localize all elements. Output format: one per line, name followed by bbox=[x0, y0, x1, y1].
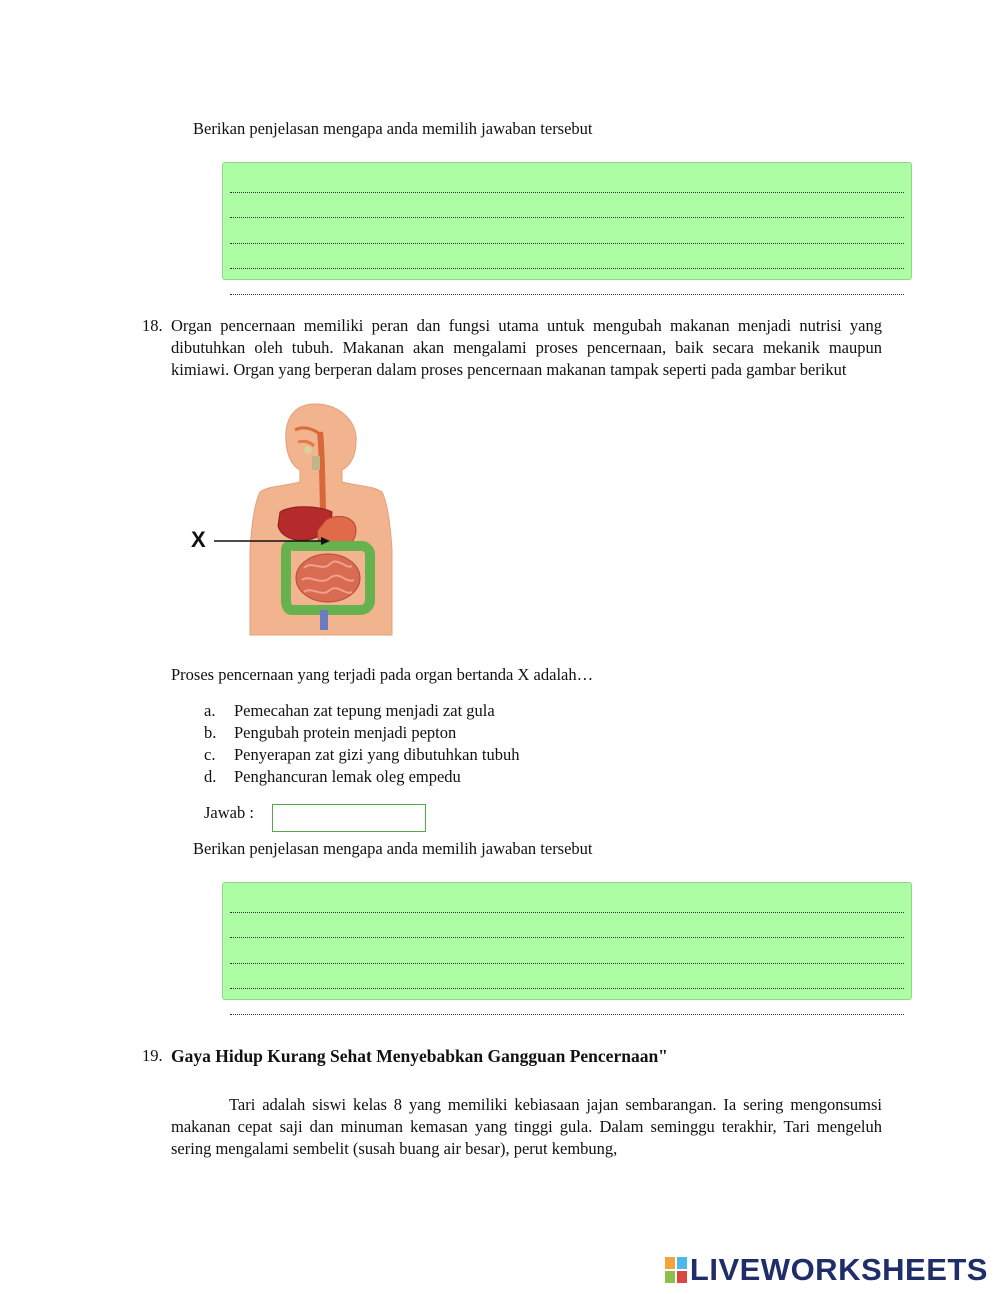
q19-number: 19. bbox=[142, 1046, 163, 1065]
q18-paragraph: Organ pencernaan memiliki peran dan fungsi utama untuk mengubah makanan menjadi nutrisi yang dibutuhkan oleh tubuh. Makanan akan mengalami proses pencernaan, baik secara mekanik maupun kimiawi. Organ yang berperan dalam proses pencernaan makanan tampak seperti pada gambar berikut bbox=[171, 316, 882, 379]
q17-explanation-textarea[interactable] bbox=[222, 162, 912, 280]
q19-title: Gaya Hidup Kurang Sehat Menyebabkan Gangguan Pencernaan" bbox=[171, 1046, 668, 1066]
figure-label-x: X bbox=[191, 527, 206, 552]
q19-paragraph: Tari adalah siswi kelas 8 yang memiliki kebiasaan jajan sembarangan. Ia sering mengonsumsi makanan cepat saji dan minuman kemasan yang tinggi gula. Dalam seminggu terakhir, Tari mengeluh sering mengalami sembelit (susah buang air besar), perut kembung, bbox=[171, 1095, 882, 1158]
q18-explanation-textarea[interactable] bbox=[222, 882, 912, 1000]
liveworksheets-logo bbox=[665, 1253, 988, 1287]
option-b: b. Pengubah protein menjadi pepton bbox=[204, 723, 457, 742]
answer-label: Jawab : bbox=[204, 803, 254, 822]
option-a: a. Pemecahan zat tepung menjadi zat gula bbox=[204, 701, 495, 720]
q18-options bbox=[204, 700, 519, 788]
q18-question: Proses pencernaan yang terjadi pada organ bertanda X adalah… bbox=[171, 665, 594, 684]
option-d: d. Penghancuran lemak oleg empedu bbox=[204, 767, 461, 786]
liveworksheets-logo-icon bbox=[665, 1257, 687, 1283]
q17-explain-prompt: Berikan penjelasan mengapa anda memilih jawaban tersebut bbox=[193, 119, 593, 138]
q18-explain-prompt: Berikan penjelasan mengapa anda memilih jawaban tersebut bbox=[193, 839, 593, 858]
logo-text: LIVEWORKSHEETS bbox=[689, 1252, 988, 1287]
digestive-system-figure bbox=[180, 400, 410, 640]
option-c: c. Penyerapan zat gizi yang dibutuhkan tubuh bbox=[204, 745, 520, 764]
q18-number: 18. bbox=[142, 316, 163, 335]
answer-input[interactable] bbox=[272, 804, 426, 832]
